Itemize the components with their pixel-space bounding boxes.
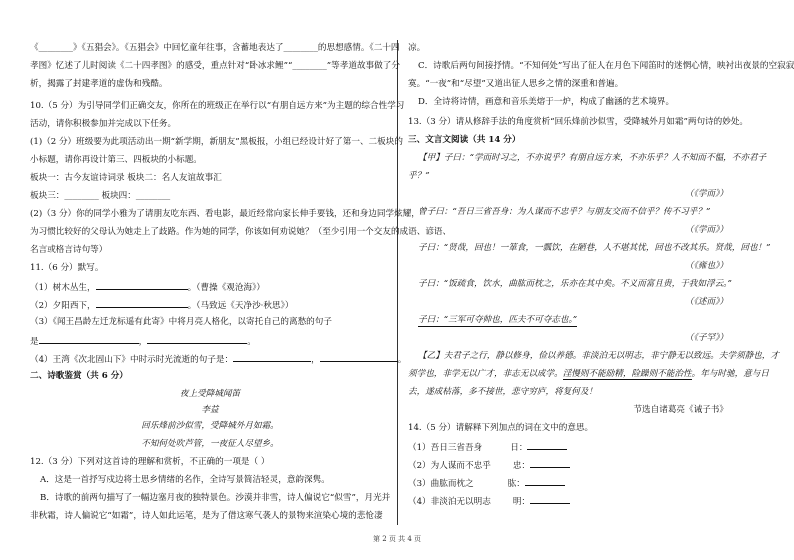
text-line [30, 280, 265, 294]
text-line: 凉。 [408, 43, 426, 53]
poem-author: 李益 [201, 405, 219, 415]
answer-blank[interactable] [96, 298, 188, 308]
word-label: 日： [510, 443, 528, 453]
text-line: 非秋霜，诗人偏说它“如霜”，诗人如此运笔，是为了借这寒气袭人的景物来渲染心境的悲怆凄 [30, 511, 383, 521]
answer-blank[interactable] [233, 352, 311, 362]
column-divider [397, 40, 398, 525]
answer-blank[interactable] [320, 352, 398, 362]
source-citation: （《述而》） [685, 297, 728, 307]
text-line: 名言或格言诗句等） [30, 245, 108, 255]
answer-blank[interactable] [39, 334, 139, 344]
text-line: (1)（2 分）班级要为此项活动出一期“新学期，新朋友”黑板报，小组已经设计好了第一、二板块的 [30, 137, 403, 147]
text-line [30, 298, 293, 312]
source-citation: （《学而》） [685, 225, 728, 235]
text-line: 是 ， 。 [30, 334, 256, 348]
underlined-sentence: 淫慢则不能励精，险躁则不能治性 [562, 369, 692, 379]
option-d: D．全诗将诗情，画意和音乐美熔于一炉，构成了幽涵的艺术境界。 [418, 97, 675, 107]
answer-blank[interactable] [525, 476, 565, 486]
text-line [408, 440, 567, 454]
text-jia: 【甲】子曰：“学而时习之，不亦说乎？有朋自远方来，不亦乐乎？人不知而不愠，不亦君子 [418, 153, 767, 163]
word-prompt: （3）曲肱而枕之 [408, 479, 474, 489]
question-14-title: 14.（5 分）请解释下列加点的词在文中的意思。 [408, 423, 594, 433]
fill-prompt: （2）夕阳西下， [30, 301, 96, 311]
text-line: 板块一：古今友谊诗词录 板块二：名人友谊故事汇 [30, 173, 222, 183]
poem-title: 夜上受降城闻笛 [179, 389, 241, 399]
text-line [408, 368, 769, 380]
text-line: 曾子曰：“吾日三省吾身：为人谋而不忠乎？与朋友交而不信乎？传不习乎？” [418, 207, 711, 217]
text-line [408, 476, 565, 490]
text-line: 子曰：“饭疏食，饮水，曲肱而枕之，乐亦在其中矣。不义而富且贵，于我如浮云。” [418, 279, 732, 289]
text-line [408, 458, 570, 472]
text-line: 乎？” [408, 171, 430, 181]
question-10-title: 10.（5 分）为引导同学们正确交友，你所在的班级正在举行以“有朋自远方来”为主题的综合性学习 [30, 101, 405, 111]
section-title-classical: 三、文言文阅读（共 14 分） [408, 135, 521, 145]
text-line: 子曰：“贤哉，回也！一箪食，一瓢饮，在陋巷，人不堪其忧，回也不改其乐。贤哉，回也！” [418, 243, 771, 253]
source-citation: 节选自诸葛亮《诫子书》 [633, 405, 728, 415]
text-line: 小标题，请你再设计第三、四板块的小标题。 [30, 155, 202, 165]
text-line: 去，遂成枯落，多不接世，悲守穷庐，将复何及！ [408, 387, 598, 397]
question-12-title: 12.（3 分）下列对这首诗的理解和赏析，不正确的一项是（ ） [30, 457, 270, 467]
answer-blank[interactable] [530, 458, 570, 468]
option-b: B．诗歌的前两句描写了一幅边塞月夜的独特景色。沙漠并非雪，诗人偏说它“似雪”，月光并 [40, 493, 391, 503]
text-line: 为习惯比较好的父母认为她走上了歧路。作为她的同学，你该如何劝说她？（至少引用一个交友的成语、谚语、 [30, 227, 452, 237]
text-line: （4）王湾《次北固山下》中时示时光流逝的句子是： ， 。 [30, 352, 406, 366]
poem-line: 回乐烽前沙似雪，受降城外月如霜。 [141, 421, 279, 431]
fill-prompt: （4）王湾《次北固山下》中时示时光流逝的句子是： [30, 355, 234, 365]
fill-prompt: （1）树木丛生， [30, 283, 96, 293]
answer-blank[interactable] [147, 334, 247, 344]
option-a: A．这是一首抒写戍边将士思乡情绪的名作，全诗写景简洁轻灵，意韵深隽。 [40, 475, 330, 485]
text-line [408, 494, 570, 508]
poem-line: 不知何处吹芦管，一夜征人尽望乡。 [141, 439, 279, 449]
answer-blank[interactable] [530, 494, 570, 504]
text-segment: 。年与时驰，意与日 [691, 369, 769, 379]
word-label: 肱： [507, 479, 525, 489]
text-line: 板块三：________ 板块四：________ [30, 191, 171, 201]
text-line: （3）《闻王昌龄左迁龙标遥有此寄》中将月亮人格化，以寄托自己的离愁的句子 [30, 317, 332, 327]
section-title-poetry: 二、诗歌鉴赏（共 6 分） [30, 371, 128, 381]
word-prompt: （2）为人谋而不忠乎 [408, 461, 491, 471]
text-yi: 【乙】夫君子之行，静以修身，俭以养德。非淡泊无以明志，非宁静无以致远。夫学须静也，才 [418, 351, 779, 361]
word-label: 忠： [512, 461, 531, 471]
text-line: 析，揭露了封建孝道的虚伪和残酷。 [30, 79, 168, 89]
source-citation: （《雍也》） [685, 261, 728, 271]
answer-blank[interactable] [527, 440, 567, 450]
answer-blank[interactable] [96, 280, 188, 290]
word-prompt: （1）吾日三省吾身 [408, 443, 483, 453]
question-11-title: 11.（6 分）默写。 [30, 263, 104, 273]
text-line: 《________》《五猖会》。《五猖会》中回忆童年往事，含蓄地表达了________的思想感情。《二十四 [30, 43, 400, 53]
text-line: 活动，请你积极参加并完成以下任务。 [30, 119, 177, 129]
fill-source: 。（曹操《观沧海》） [187, 283, 265, 293]
question-13-title: 13.（3 分）请从修辞手法的角度赏析“回乐烽前沙似雪，受降城外月如霜”两句诗的妙处。 [408, 117, 749, 127]
source-citation: （《子罕》） [685, 333, 728, 343]
fill-source: 。（马致远《天净沙·秋思》） [187, 301, 294, 311]
fill-prompt: 是 [30, 337, 39, 347]
page-footer: 第 2 页 共 4 页 [372, 535, 422, 543]
text-line: 孝图》忆述了儿时阅读《二十四孝图》的感受，重点针对“卧冰求鲤”“________”等孝道故事做了分 [30, 61, 400, 71]
underlined-sentence: 子曰：“三军可夺帅也，匹夫不可夺志也。” [418, 315, 578, 325]
source-citation: （《学而》） [685, 189, 728, 199]
text-line: (2)（3 分）你的同学小雅为了请朋友吃东西、看电影，最近经常向家长伸手要钱，还和身边同学炫耀， [30, 209, 420, 219]
text-line: 寞。“一夜”和“尽望”又道出征人思乡之情的深重和普遍。 [408, 79, 624, 89]
text-segment: 须学也，非学无以广才，非志无以成学。 [408, 369, 563, 379]
option-c: C．诗歌后两句间接抒情。“不知何处”写出了征人在月色下闻笛时的迷惘心情，映衬出夜景的空寂寂 [418, 61, 794, 71]
word-prompt: （4）非淡泊无以明志 [408, 497, 491, 507]
word-label: 明： [512, 497, 531, 507]
